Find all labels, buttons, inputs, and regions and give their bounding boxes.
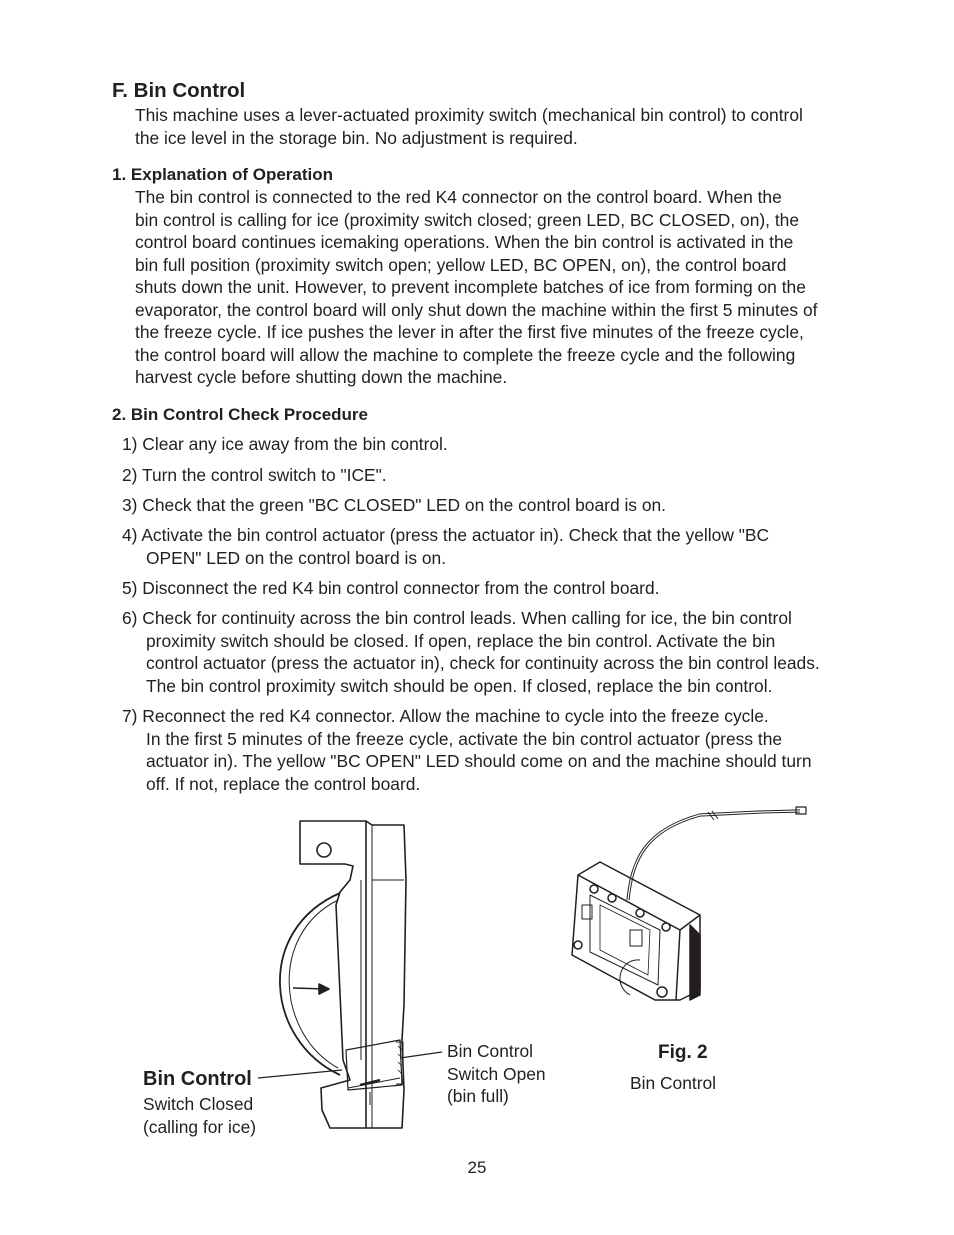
- closed-label-title: Bin Control: [143, 1068, 252, 1090]
- explanation-line: bin control is calling for ice (proximity switch closed; green LED, BC CLOSED, on), the: [135, 209, 800, 230]
- open-label-line: Switch Open: [447, 1063, 546, 1084]
- step-text: 7) Reconnect the red K4 connector. Allow the machine to cycle into the freeze cycle.: [122, 706, 769, 726]
- explanation-line: shuts down the unit. However, to prevent incomplete batches of ice from forming on the: [135, 277, 806, 297]
- bin-control-module-drawing: [572, 807, 806, 1000]
- explanation-line: evaporator, the control board will only shut down the machine within the first 5 minutes of: [135, 299, 818, 320]
- step-continuation: In the first 5 minutes of the freeze cycle, activate the bin control actuator (press the: [146, 728, 783, 749]
- step-continuation: control actuator (press the actuator in), check for continuity across the bin control leads.: [146, 653, 820, 673]
- explanation-line: the freeze cycle. If ice pushes the lever in after the first five minutes of the freeze cycle,: [135, 322, 804, 342]
- figure-caption: Bin Control: [630, 1073, 717, 1093]
- step-text: 3) Check that the green "BC CLOSED" LED on the control board is on.: [122, 495, 667, 515]
- figure-number: Fig. 2: [658, 1042, 708, 1063]
- step-continuation: actuator in). The yellow "BC OPEN" LED should come on and the machine should turn: [146, 751, 812, 771]
- section-title: F. Bin Control: [112, 79, 246, 102]
- closed-label-line: (calling for ice): [143, 1116, 257, 1137]
- step-text: 5) Disconnect the red K4 bin control connector from the control board.: [122, 578, 660, 598]
- step-text: 1) Clear any ice away from the bin control.: [122, 434, 448, 454]
- closed-label: [143, 1093, 256, 1138]
- step-text: 2) Turn the control switch to "ICE".: [122, 465, 387, 485]
- intro-line: This machine uses a lever-actuated proximity switch (mechanical bin control) to control: [135, 105, 803, 125]
- open-label: [447, 1040, 546, 1108]
- step-continuation: The bin control proximity switch should be open. If closed, replace the bin control.: [146, 675, 773, 696]
- procedure-heading: 2. Bin Control Check Procedure: [112, 405, 368, 424]
- open-label-line: Bin Control: [447, 1041, 534, 1061]
- open-label-line: (bin full): [447, 1086, 509, 1106]
- step-text: 4) Activate the bin control actuator (press the actuator in). Check that the yellow "BC: [122, 525, 770, 545]
- explanation-line: The bin control is connected to the red K4 connector on the control board. When the: [135, 187, 782, 207]
- step-continuation: proximity switch should be closed. If open, replace the bin control. Activate the bin: [146, 630, 776, 651]
- explanation-line: control board continues icemaking operations. When the bin control is activated in the: [135, 232, 794, 252]
- explanation-line: the control board will allow the machine to complete the freeze cycle and the following: [135, 344, 796, 365]
- explanation-line: harvest cycle before shutting down the machine.: [135, 367, 508, 387]
- closed-label-line: Switch Closed: [143, 1094, 254, 1114]
- explanation-line: bin full position (proximity switch open; yellow LED, BC OPEN, on), the control board: [135, 254, 787, 275]
- bin-control-lever-drawing: [258, 821, 442, 1128]
- page-number: 25: [467, 1158, 487, 1177]
- step-continuation: OPEN" LED on the control board is on.: [146, 547, 447, 568]
- explanation-heading: 1. Explanation of Operation: [112, 165, 334, 184]
- intro-line: the ice level in the storage bin. No adjustment is required.: [135, 127, 578, 148]
- step-text: 6) Check for continuity across the bin control leads. When calling for ice, the bin control: [122, 608, 792, 628]
- step-continuation: off. If not, replace the control board.: [146, 773, 421, 794]
